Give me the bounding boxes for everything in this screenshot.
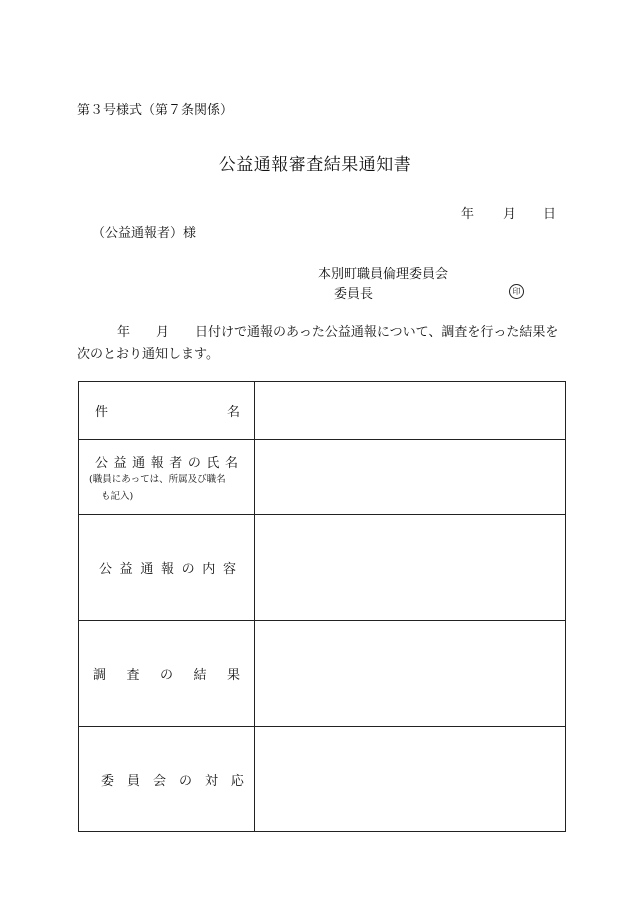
body-text: 日付けで通報のあった公益通報について、調査を行った結果を次のとおり通知します。 [77,325,559,362]
label-char: 名 [224,456,238,471]
date-year: 年 [461,207,475,222]
reporter-note-line2: も記入) [101,491,134,502]
label-char: 調 [93,668,107,683]
label-char: の [159,668,173,683]
date-day: 日 [543,207,557,222]
value-reporter[interactable] [255,440,566,515]
label-char: 会 [152,773,166,789]
label-char: 通 [140,562,154,577]
form-number: 第３号様式（第７条関係） [77,103,234,118]
reporter-note-line1: (職員にあっては、所属及び職名 [89,474,226,485]
label-char: 氏 [206,456,220,471]
value-subject[interactable] [255,382,566,440]
label-char: 容 [222,562,236,577]
date-month: 月 [503,207,517,222]
label-char: 件 [95,405,109,420]
label-char: 公 [95,456,109,471]
label-char: 果 [226,668,240,683]
recipient: （公益通報者）様 [92,226,197,241]
value-result[interactable] [255,621,566,727]
label-reporter [79,440,255,515]
label-char: の [187,456,201,471]
sender-organization: 本別町職員倫理委員会 [318,267,449,282]
label-char: 応 [230,773,244,789]
label-char: 報 [160,562,174,577]
table-row-reporter [79,440,566,515]
label-char: 報 [150,456,164,471]
report-table [78,381,566,832]
label-char: 通 [132,456,146,471]
body-month: 月 [156,325,170,340]
sender-title: 委員長 [334,287,374,302]
label-response [79,727,255,832]
label-char: 委 [101,773,115,789]
seal-mark: 印 [509,284,524,299]
label-char: 益 [119,562,133,577]
label-char: 名 [226,405,240,420]
label-char: 公 [99,562,113,577]
document-title: 公益通報審査結果通知書 [218,155,412,175]
table-row-content [79,515,566,621]
label-char: 対 [204,773,218,789]
body-year: 年 [117,325,131,340]
value-content[interactable] [255,515,566,621]
table-row-result [79,621,566,727]
label-char: 内 [202,562,216,577]
label-char: 者 [169,456,183,471]
label-char: 益 [113,456,127,471]
label-subject [79,382,255,440]
value-response[interactable] [255,727,566,832]
label-result [79,621,255,727]
body-paragraph [77,322,562,366]
table-row-response [79,727,566,832]
label-content [79,515,255,621]
label-char: の [181,562,195,577]
label-char: 結 [193,668,207,683]
label-char: 査 [126,668,140,683]
label-char: の [178,773,192,789]
table-row-subject [79,382,566,440]
label-char: 員 [126,773,140,789]
